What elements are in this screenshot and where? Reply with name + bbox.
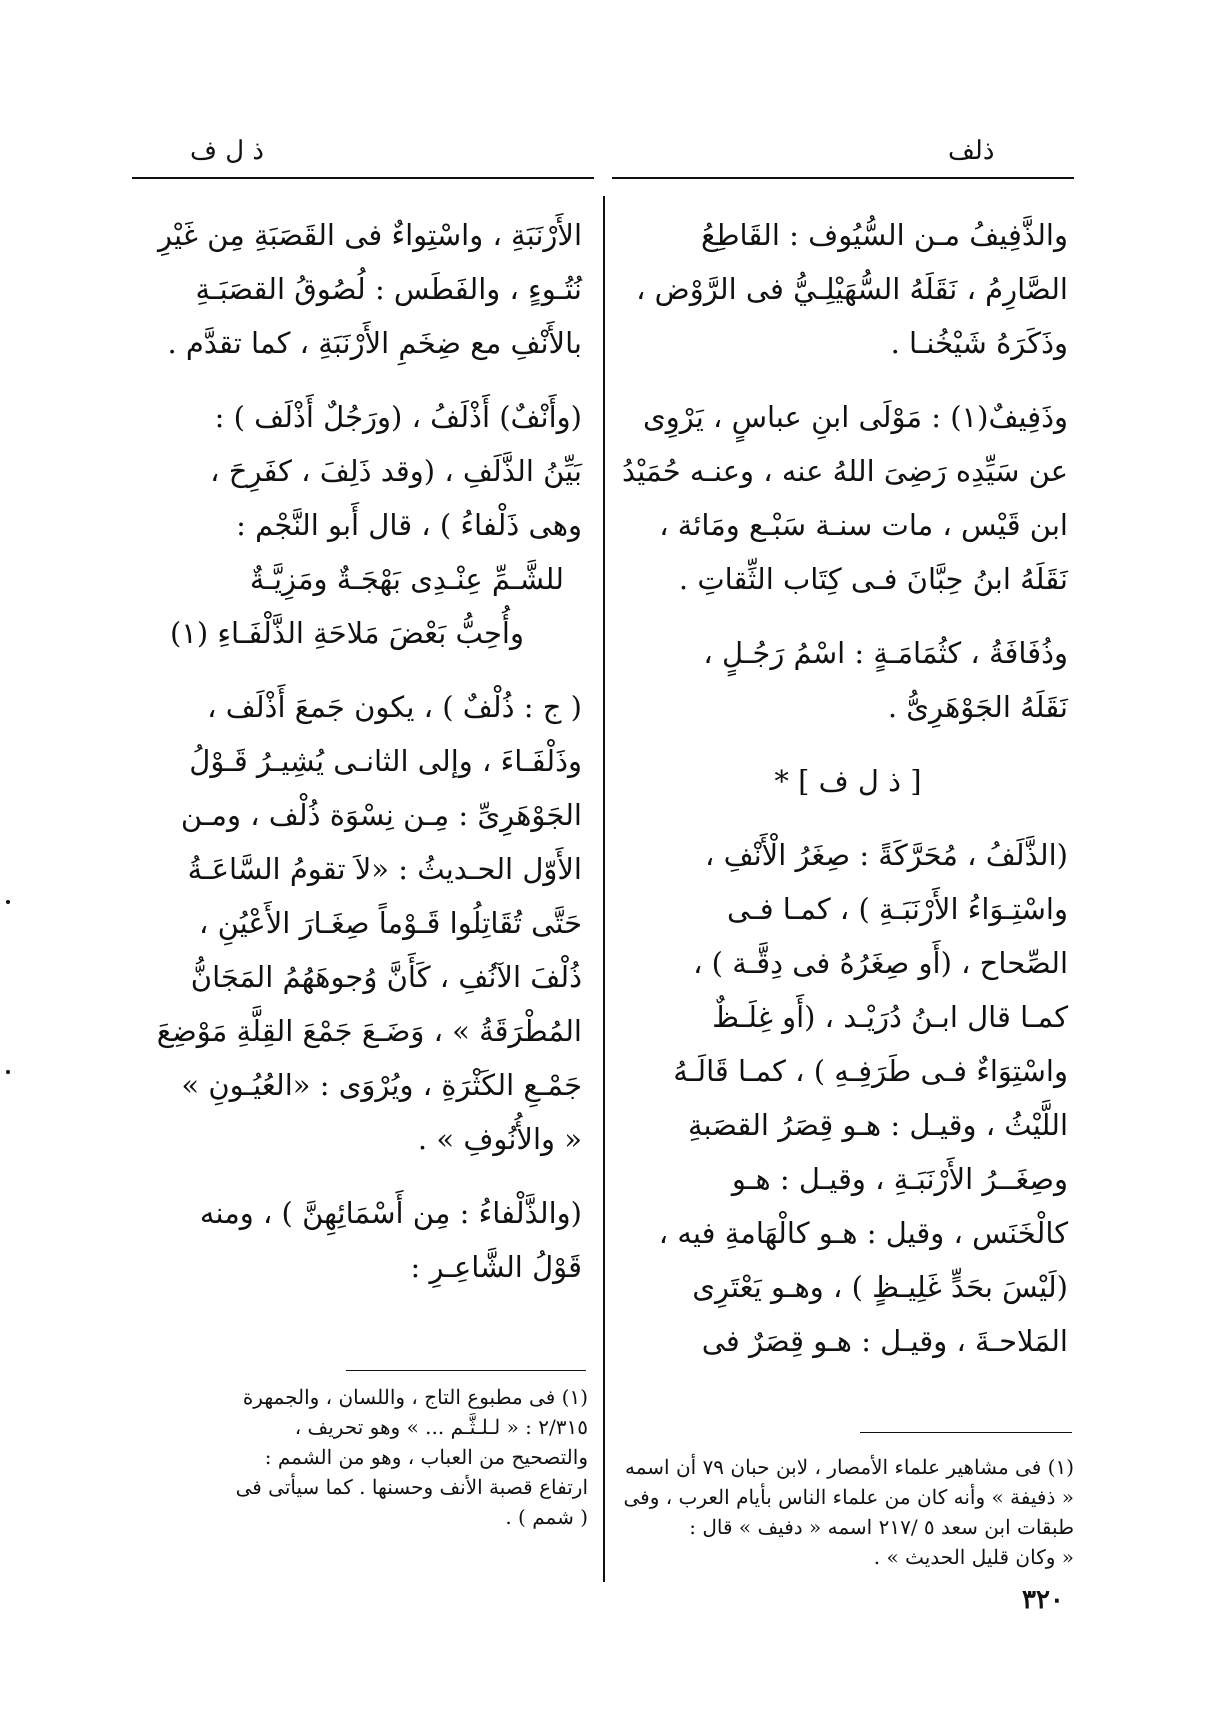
poem-verse: للشَّـمِّ عِنْـدِى بَهْجَـةٌ ومَزِيَّـةٌ	[249, 562, 564, 596]
text-line: وذَكَرَهُ شَيْخُنـا .	[890, 326, 1068, 360]
text-line: « والأُنُوفِ » .	[417, 1122, 582, 1156]
text-line: وذَلْفَـاءَ ، وإلى الثانـى يُشِيـرُ قَـوْلُ	[189, 744, 582, 778]
header-title-right: ذلف	[948, 136, 995, 166]
text-line: (لَيْسَ بحَدٍّ غَلِيـظٍ ) ، وهـو يَعْتَرِى	[692, 1270, 1068, 1304]
text-line: واسْتِـوَاءُ الأَرْنَبَـةِ ) ، كمـا فـى	[727, 892, 1068, 926]
text-line: وصِغَــرُ الأَرْنَبَـةِ ، وقيـل : هـو	[731, 1162, 1068, 1196]
text-line: المَلاحـةَ ، وقيـل : هـو قِصَرٌ فى	[701, 1324, 1068, 1358]
text-line: واسْتِوَاءٌ فـى طَرَفِـهِ ) ، كمـا قَالَـهُ	[673, 1054, 1068, 1088]
text-line: الأَرْنَبَةِ ، واسْتِواءٌ فى القَصَبَةِ مِن غَيْرِ	[158, 218, 582, 252]
text-line: نَقَلَهُ ابنُ حِبَّانَ فـى كِتَاب الثِّقاتِ .	[678, 562, 1068, 596]
text-line: الأَوّل الحـديثُ : «لاَ تقومُ السَّاعَـةُ	[187, 852, 582, 886]
page-number: ٣٢٠	[1022, 1585, 1064, 1615]
footnote-line: (١) فى مشاهير علماء الأمصار ، لابن حبان ٧٩ أن اسمه	[625, 1455, 1074, 1479]
text-line: جَمْـعِ الكَثْرَةِ ، ويُرْوَى : «العُيُـونِ »	[181, 1068, 582, 1102]
footnote-line: ٢/٣١٥ : « لـلـثَّـم ... » وهو تحريف ،	[294, 1415, 588, 1439]
text-line: وذُفَافَةُ ، كثُمَامَـةٍ : اسْمُ رَجُـلٍ ،	[703, 636, 1068, 670]
column-divider	[603, 196, 605, 1582]
footnote-line: ( شمم ) .	[505, 1505, 588, 1529]
footnote-line: « وكان قليل الحديث » .	[873, 1545, 1074, 1569]
text-line: ابن قَيْس ، مات سنـة سَبْـع ومَائة ،	[659, 508, 1068, 542]
text-line: اللَّيْثُ ، وقيـل : هـو قِصَرُ القصَبةِ	[687, 1108, 1068, 1142]
footnote-rule-left	[346, 1370, 586, 1371]
text-line: بالأَنْفِ مع ضِخَمِ الأَرْنَبَةِ ، كما تقدَّم .	[167, 326, 582, 360]
footnote-line: ارتفاع قصبة الأنف وحسنها . كما سيأتى فى	[235, 1475, 588, 1499]
text-line: وهى ذَلْفاءُ ) ، قال أَبو النَّجْم :	[236, 508, 582, 542]
header-rule-right	[612, 177, 1074, 179]
scan-speck	[6, 900, 10, 904]
paragraph	[134, 208, 582, 370]
text-line: وذَفِيفٌ(١) : مَوْلَى ابنِ عباسٍ ، يَرْوِى	[643, 400, 1068, 434]
paragraph	[628, 828, 1068, 1368]
footnote-line: والتصحيح من العباب ، وهو من الشمم :	[264, 1445, 588, 1469]
text-line: حَتَّى تُقَاتِلُوا قَـوْماً صِغَـارَ الأَعْيُنِ ،	[199, 906, 582, 940]
paragraph	[622, 390, 1068, 606]
text-line: المُطْرَقَةُ » ، وَضَـعَ جَمْعَ القِلَّةِ مَوْضِعَ	[156, 1014, 582, 1048]
text-line: كمـا قال ابـنُ دُرَيْـد ، (أَو غِلَـظٌ	[712, 1000, 1068, 1034]
poem-verse: وأُحِبُّ بَعْضَ مَلاحَةِ الذَّلْفَـاءِ (١)	[169, 616, 524, 650]
poem	[134, 552, 582, 660]
text-line: عن سَيِّدِه رَضِىَ اللهُ عنه ، وعنـه حُمَيْدُ	[622, 454, 1068, 488]
paragraph	[134, 680, 582, 1166]
text-line: كالْخَنَس ، وقيل : هـو كالْهَامةِ فيه ،	[658, 1216, 1068, 1250]
text-line: نَقَلَهُ الجَوْهَرِىُّ .	[887, 690, 1068, 724]
header-title-left: ذ ل ف	[190, 136, 264, 166]
text-line: (وأَنْفٌ) أَذْلَفُ ، (ورَجُلٌ أَذْلَف ) :	[214, 400, 582, 434]
paragraph	[628, 626, 1068, 734]
footnote-left	[148, 1382, 588, 1532]
paragraph	[628, 208, 1068, 370]
footnote-rule-right	[860, 1432, 1072, 1433]
scan-speck	[6, 1070, 10, 1074]
paragraph	[134, 390, 582, 552]
text-line: الصِّحاح ، (أَو صِغَرُهُ فى دِقَّـة ) ،	[693, 946, 1068, 980]
text-line: نُتُـوءٍ ، والفَطَس : لُصُوقُ القصَبَـةِ	[195, 272, 582, 306]
paragraph	[134, 1186, 582, 1294]
footnote-line: (١) فى مطبوع التاج ، واللسان ، والجمهرة	[242, 1385, 588, 1409]
text-line: ( ج : ذُلْفٌ ) ، يكون جَمعَ أَذْلَف ،	[207, 690, 582, 724]
section-heading: [ ذ ل ف ] *	[774, 764, 922, 798]
text-line: الجَوْهَرِىِّ : مِـن نِسْوَة ذُلْف ، ومـن	[180, 798, 582, 832]
text-line: ذُلْفَ الآنُفِ ، كَأَنَّ وُجوهَهُمُ المَجَانُّ	[190, 960, 582, 994]
text-line: قَوْلُ الشَّاعِـرِ :	[410, 1250, 582, 1284]
text-line: (والذَّلْفاءُ : مِن أَسْمَائِهِنَّ ) ، ومنه	[199, 1196, 582, 1230]
footnote-line: طبقات ابن سعد ٥ /٢١٧ اسمه « دفيف » قال :	[689, 1515, 1074, 1539]
text-line: بَيِّنُ الذَّلَفِ ، (وقد ذَلِفَ ، كفَرِحَ ،	[210, 454, 582, 488]
text-line: (الذَّلَفُ ، مُحَرَّكَةً : صِغَرُ الْأَنْفِ ،	[705, 838, 1068, 872]
footnote-right	[623, 1452, 1074, 1572]
text-line: الصَّارِمُ ، نَقَلَهُ السُّهَيْلِـيُّ فى الرَّوْض ،	[636, 272, 1068, 306]
left-column	[134, 208, 582, 1294]
footnote-line: « ذفيفة » وأنه كان من علماء الناس بأيام العرب ، وفى	[623, 1485, 1074, 1509]
text-line: والذَّفِيفُ مـن السُّيُوف : القَاطِعُ	[701, 218, 1068, 252]
right-column	[622, 208, 1068, 1368]
header-rule-left	[132, 177, 594, 179]
